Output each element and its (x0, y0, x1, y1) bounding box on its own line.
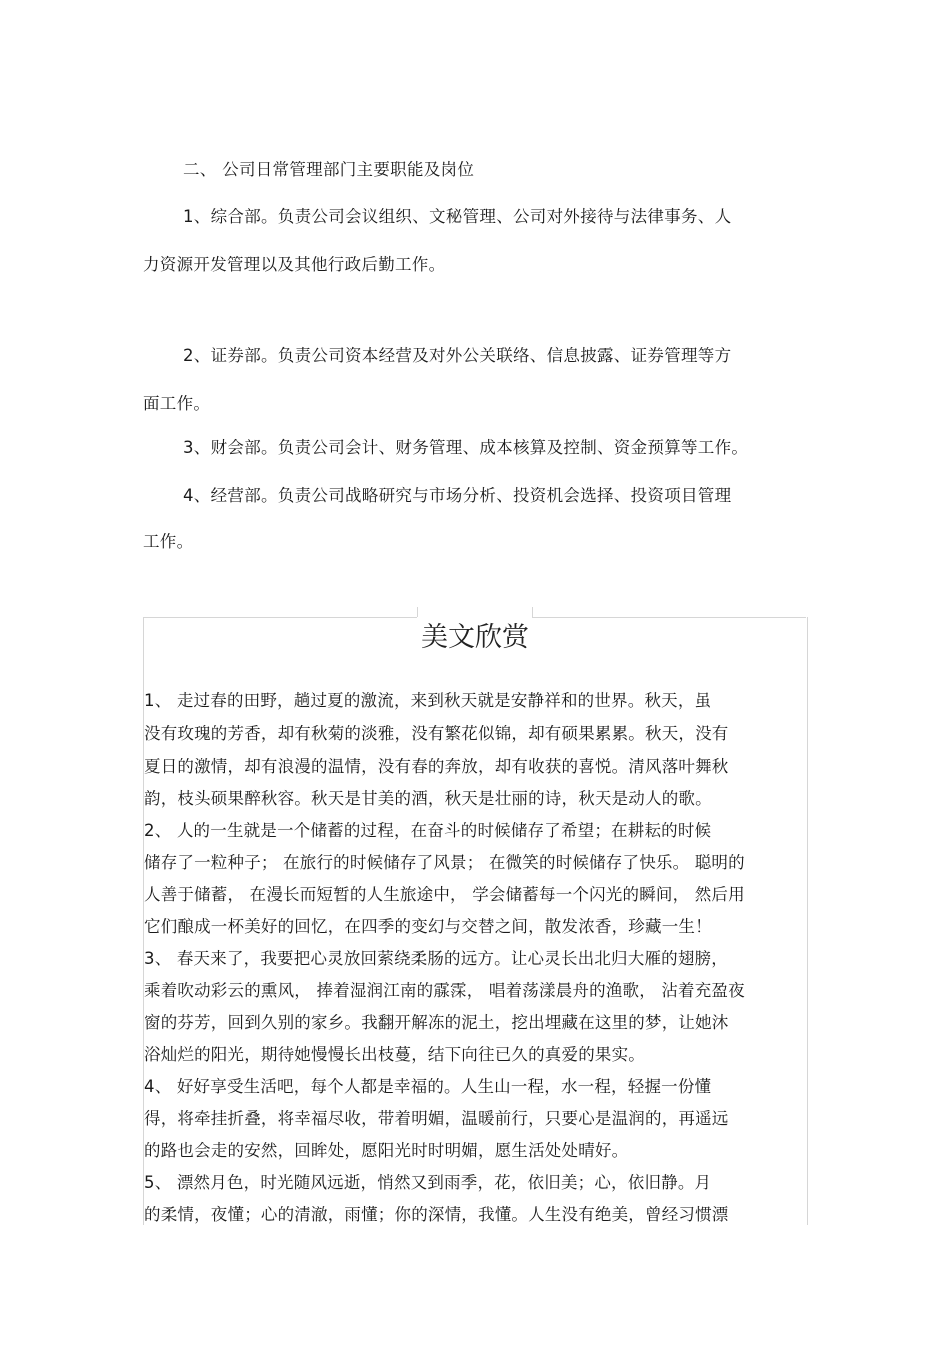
essay-line: 浴灿烂的阳光，期待她慢慢长出枝蔓，结下向往已久的真爱的果实。 (144, 1045, 645, 1064)
essay-line: 夏日的激情，却有浪漫的温情，没有春的奔放，却有收获的喜悦。清风落叶舞秋 (144, 757, 729, 776)
essay-line: 的路也会走的安然，回眸处，愿阳光时时明媚，愿生活处处晴好。 (144, 1141, 629, 1160)
essay-line: 储存了一粒种子； 在旅行的时候储存了风景； 在微笑的时候储存了快乐。 聪明的 (144, 853, 745, 872)
essay-line: 它们酿成一杯美好的回忆，在四季的变幻与交替之间，散发浓香，珍藏一生！ (144, 917, 712, 936)
essay-box-title: 美文欣赏 (421, 622, 529, 653)
essay-line: 5、 漂然月色，时光随风远逝，悄然又到雨季，花，依旧美；心，依旧静。月 (144, 1173, 712, 1192)
dept-item-1-line2: 力资源开发管理以及其他行政后勤工作。 (143, 255, 446, 274)
dept-item-2-line1: 2、证券部。负责公司资本经营及对外公关联络、信息披露、证券管理等方 (183, 346, 732, 365)
essay-line: 的柔情，夜懂；心的清澈，雨懂；你的深情，我懂。人生没有绝美，曾经习惯漂 (144, 1205, 729, 1224)
dept-item-1-line1: 1、综合部。负责公司会议组织、文秘管理、公司对外接待与法律事务、人 (183, 207, 732, 226)
essay-line: 2、 人的一生就是一个储蓄的过程，在奋斗的时候储存了希望；在耕耘的时候 (144, 821, 712, 840)
essay-line: 4、 好好享受生活吧，每个人都是幸福的。人生山一程，水一程，轻握一份懂 (144, 1077, 712, 1096)
essay-line: 得，将牵挂折叠，将幸福尽收，带着明媚，温暖前行，只要心是温润的，再遥远 (144, 1109, 729, 1128)
essay-line: 3、 春天来了，我要把心灵放回萦绕柔肠的远方。让心灵长出北归大雁的翅膀， (144, 949, 728, 968)
essay-line: 1、 走过春的田野，趟过夏的激流，来到秋天就是安静祥和的世界。秋天，虽 (144, 691, 712, 710)
essay-line: 乘着吹动彩云的熏风， 捧着湿润江南的霡霂， 唱着荡漾晨舟的渔歌， 沾着充盈夜 (144, 981, 745, 1000)
dept-item-4-line1: 4、经营部。负责公司战略研究与市场分析、投资机会选择、投资项目管理 (183, 486, 732, 505)
essay-line: 没有玫瑰的芳香，却有秋菊的淡雅，没有繁花似锦，却有硕果累累。秋天，没有 (144, 724, 729, 743)
section-heading: 二、 公司日常管理部门主要职能及岗位 (183, 160, 475, 179)
essay-box-tick-right (532, 607, 533, 617)
dept-item-3-line1: 3、财会部。负责公司会计、财务管理、成本核算及控制、资金预算等工作。 (183, 438, 749, 457)
dept-item-2-line2: 面工作。 (143, 394, 211, 413)
essay-box-tick-left (417, 607, 418, 617)
essay-line: 窗的芬芳，回到久别的家乡。我翻开解冻的泥土，挖出埋藏在这里的梦，让她沐 (144, 1013, 729, 1032)
dept-item-4-line2: 工作。 (143, 532, 194, 551)
essay-line: 人善于储蓄， 在漫长而短暂的人生旅途中， 学会储蓄每一个闪光的瞬间， 然后用 (144, 885, 745, 904)
essay-line: 韵，枝头硕果醉秋容。秋天是甘美的酒，秋天是壮丽的诗，秋天是动人的歌。 (144, 789, 712, 808)
